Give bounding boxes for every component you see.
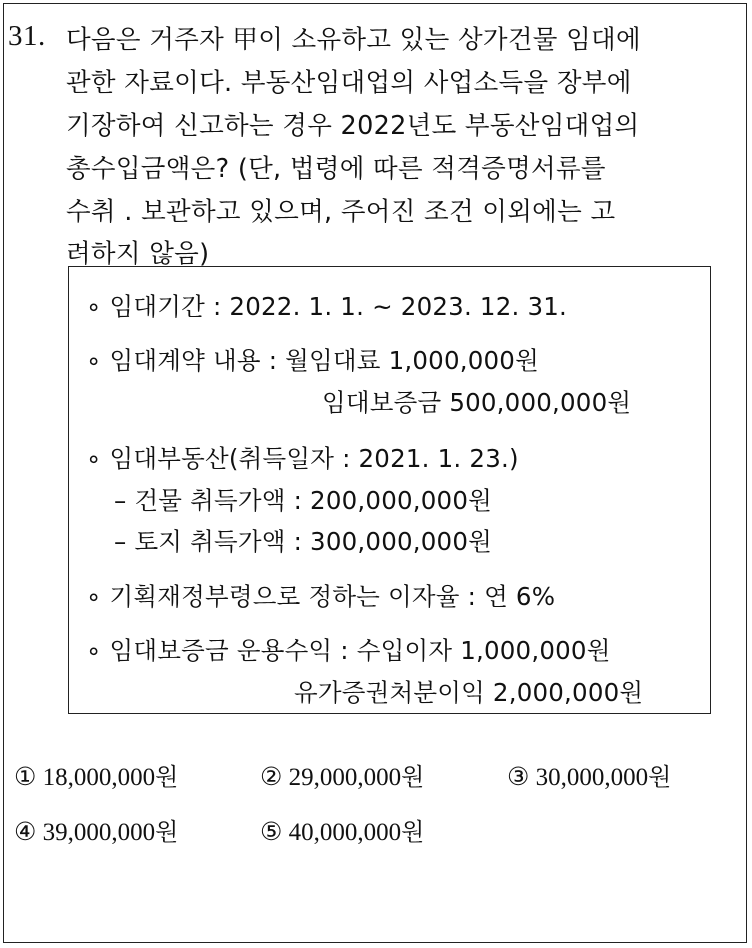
info-lease-period: ∘ 임대기간 : 2022. 1. 1. ~ 2023. 12. 31. (86, 292, 568, 321)
info-contract-deposit: 임대보증금 500,000,000원 (322, 388, 632, 417)
option-marker: ① (14, 764, 37, 791)
option-value: 29,000,000 (288, 764, 402, 791)
info-property: ∘ 임대부동산(취득일자 : 2021. 1. 23.) (86, 444, 519, 473)
info-contract-rent: ∘ 임대계약 내용 : 월임대료 1,000,000원 (86, 346, 539, 375)
option-value: 39,000,000 (42, 819, 156, 846)
option-unit: 원 (401, 763, 425, 791)
info-interest-rate: ∘ 기획재정부령으로 정하는 이자율 : 연 6% (86, 582, 556, 611)
answer-option-3[interactable] (507, 757, 671, 792)
option-unit: 원 (155, 818, 179, 846)
option-unit: 원 (648, 763, 672, 791)
info-building-cost: – 건물 취득가액 : 200,000,000원 (114, 486, 492, 515)
question-line-6: 려하지 않음) (66, 239, 210, 269)
option-value: 18,000,000 (42, 764, 156, 791)
answer-option-5[interactable] (260, 812, 424, 847)
option-marker: ② (260, 764, 283, 791)
option-value: 30,000,000 (535, 764, 649, 791)
answer-option-4[interactable] (14, 812, 178, 847)
question-line-4: 총수입금액은? (단, 법령에 따른 적격증명서류를 (66, 154, 606, 184)
option-marker: ③ (507, 764, 530, 791)
option-unit: 원 (155, 763, 179, 791)
question-line-3: 기장하여 신고하는 경우 2022년도 부동산임대업의 (66, 111, 640, 141)
answer-option-1[interactable] (14, 757, 178, 792)
question-line-5: 수취 . 보관하고 있으며, 주어진 조건 이외에는 고 (66, 197, 616, 227)
question-line-1: 다음은 거주자 甲이 소유하고 있는 상가건물 임대에 (66, 25, 641, 55)
option-marker: ⑤ (260, 819, 283, 846)
question-line-2: 관한 자료이다. 부동산임대업의 사업소득을 장부에 (66, 68, 632, 98)
question-number: 31. (8, 20, 46, 52)
info-deposit-interest: ∘ 임대보증금 운용수익 : 수입이자 1,000,000원 (86, 636, 611, 665)
answer-option-2[interactable] (260, 757, 424, 792)
option-marker: ④ (14, 819, 37, 846)
option-unit: 원 (401, 818, 425, 846)
info-land-cost: – 토지 취득가액 : 300,000,000원 (114, 527, 492, 556)
info-deposit-securities-gain: 유가증권처분이익 2,000,000원 (294, 678, 644, 707)
option-value: 40,000,000 (288, 819, 402, 846)
